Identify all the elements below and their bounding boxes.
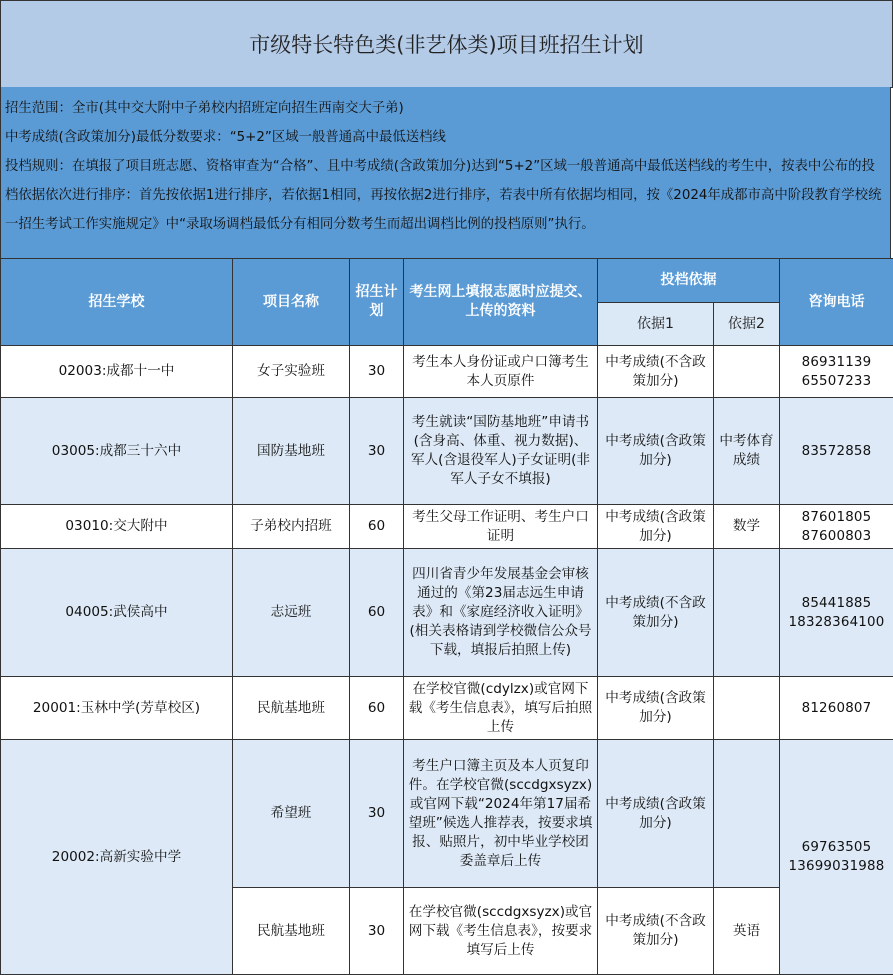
materials-cell: 在学校官微(sccdgxsyzx)或官网下载《考生信息表》，按要求填写后上传: [404, 888, 598, 975]
table-row: [1, 677, 893, 740]
header-row: [1, 259, 893, 303]
header-project: 项目名称: [233, 259, 350, 346]
basis2-cell: [714, 346, 780, 398]
header-materials: 考生网上填报志愿时应提交、上传的资料: [404, 259, 598, 346]
school-cell: 20001:玉林中学(芳草校区): [1, 677, 233, 740]
phone-text: 81260807: [802, 701, 872, 716]
phone-text: 83572858: [802, 444, 872, 459]
table-row: [1, 398, 893, 505]
page-title: 市级特长特色类(非艺体类)项目班招生计划: [0, 0, 893, 88]
basis1-cell: 中考成绩(不含政策加分): [598, 346, 714, 398]
table-row: [1, 505, 893, 549]
basis2-cell: 数学: [714, 505, 780, 549]
plan-cell: 30: [350, 346, 404, 398]
table-row: [1, 549, 893, 677]
plan-cell: 30: [350, 740, 404, 888]
header-phone: 咨询电话: [780, 259, 893, 346]
basis1-cell: 中考成绩(含政策加分): [598, 740, 714, 888]
header-basis: 投档依据: [598, 259, 780, 303]
basis1-cell: 中考成绩(不含政策加分): [598, 888, 714, 975]
materials-cell: 考生本人身份证或户口簿考生本人页原件: [404, 346, 598, 398]
phone-text: 85441885 18328364100: [789, 596, 885, 630]
materials-cell: 考生父母工作证明、考生户口证明: [404, 505, 598, 549]
scope-text: 招生范围：全市(其中交大附中子弟校内招班定向招生西南交大子弟): [5, 94, 886, 123]
school-cell: 02003:成都十一中: [1, 346, 233, 398]
header-plan: 招生计划: [350, 259, 404, 346]
project-cell: 希望班: [233, 740, 350, 888]
school-cell: 20002:高新实验中学: [1, 740, 233, 975]
plan-cell: 30: [350, 398, 404, 505]
rule-text: 投档规则：在填报了项目班志愿、资格审查为“合格”、且中考成绩(含政策加分)达到“5+2”区域一般普通高中最低送档线的考生中，按表中公布的投档依据依次进行排序：首先按依据1进行排序，若依据1相同，再按依据2进行排序，若表中所有依据均相同，按《2024年成都市高中阶段教育学校统一招生考试工作实施规定》中“录取场调档最低分有相同分数考生而超出调档比例的投档原则”执行。: [5, 152, 886, 239]
plan-cell: 60: [350, 677, 404, 740]
project-cell: 国防基地班: [233, 398, 350, 505]
table-row: [1, 346, 893, 398]
materials-cell: 在学校官微(cdylzx)或官网下载《考生信息表》，填写后拍照上传: [404, 677, 598, 740]
basis1-cell: 中考成绩(含政策加分): [598, 505, 714, 549]
materials-cell: 考生就读“国防基地班”申请书(含身高、体重、视力数据)、军人(含退役军人)子女证明(非军人子女不填报): [404, 398, 598, 505]
plan-table: [0, 258, 893, 975]
materials-cell: 四川省青少年发展基金会审核通过的《第23届志远生申请表》和《家庭经济收入证明》(相关表格请到学校微信公众号下载，填报后拍照上传): [404, 549, 598, 677]
basis2-cell: [714, 549, 780, 677]
phone-cell: [780, 346, 893, 398]
phone-cell: [780, 677, 893, 740]
project-cell: 民航基地班: [233, 677, 350, 740]
plan-cell: 60: [350, 549, 404, 677]
project-cell: 志远班: [233, 549, 350, 677]
basis1-cell: 中考成绩(含政策加分): [598, 677, 714, 740]
plan-cell: 30: [350, 888, 404, 975]
project-cell: 女子实验班: [233, 346, 350, 398]
phone-text: 86931139 65507233: [802, 355, 872, 389]
header-basis2: 依据2: [714, 303, 780, 346]
school-cell: 03010:交大附中: [1, 505, 233, 549]
basis2-cell: 中考体育成绩: [714, 398, 780, 505]
school-cell: 03005:成都三十六中: [1, 398, 233, 505]
phone-cell: [780, 398, 893, 505]
basis2-cell: 英语: [714, 888, 780, 975]
basis1-cell: 中考成绩(不含政策加分): [598, 549, 714, 677]
project-cell: 民航基地班: [233, 888, 350, 975]
phone-text: 69763505 13699031988: [789, 840, 885, 874]
plan-cell: 60: [350, 505, 404, 549]
basis2-cell: [714, 677, 780, 740]
table-row: [1, 740, 893, 888]
project-cell: 子弟校内招班: [233, 505, 350, 549]
header-school: 招生学校: [1, 259, 233, 346]
min-score-text: 中考成绩(含政策加分)最低分数要求：“5+2”区域一般普通高中最低送档线: [5, 123, 886, 152]
info-block: [0, 87, 891, 258]
basis1-cell: 中考成绩(含政策加分): [598, 398, 714, 505]
basis2-cell: [714, 740, 780, 888]
phone-cell: [780, 549, 893, 677]
phone-cell: [780, 740, 893, 975]
materials-cell: 考生户口簿主页及本人页复印件。在学校官微(sccdgxsyzx)或官网下载“2024年第17届希望班”候选人推荐表，按要求填报、贴照片，初中毕业学校团委盖章后上传: [404, 740, 598, 888]
header-basis1: 依据1: [598, 303, 714, 346]
phone-text: 87601805 87600803: [802, 510, 872, 544]
school-cell: 04005:武侯高中: [1, 549, 233, 677]
phone-cell: [780, 505, 893, 549]
